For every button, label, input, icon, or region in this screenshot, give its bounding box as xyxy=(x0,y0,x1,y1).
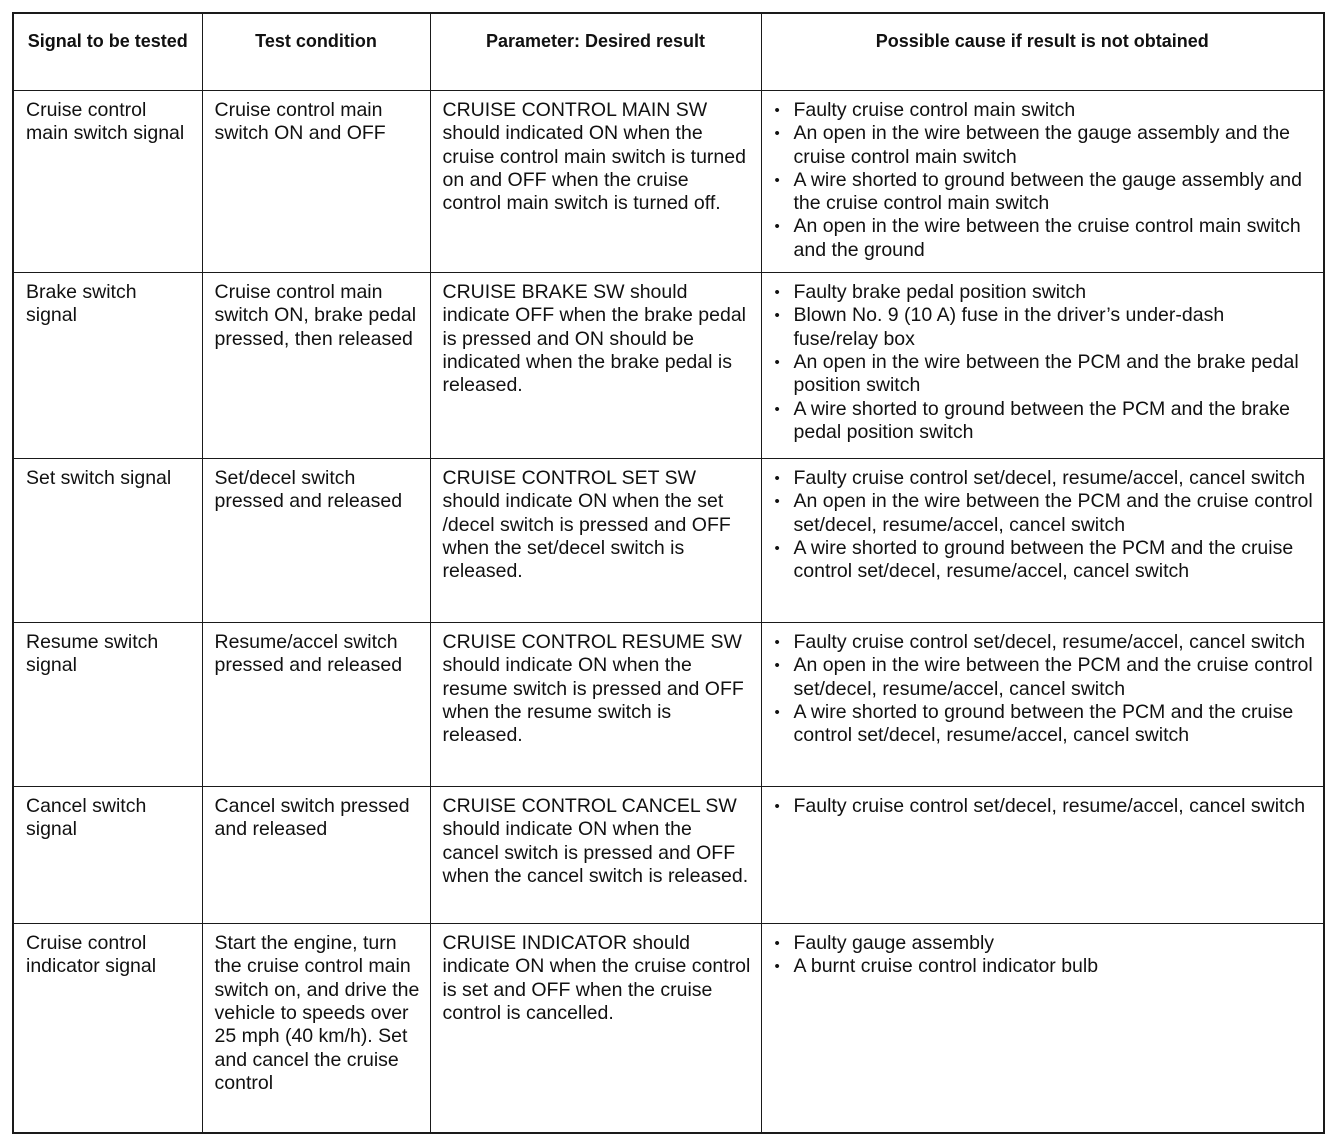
parameter-cell: CRUISE CONTROL CANCEL SW should indicate ON when the cancel switch is pressed and OFF when the cancel switch is released. xyxy=(430,787,761,924)
cause-item: • An open in the wire between the gauge assembly and the cruise control main switch xyxy=(774,122,1314,169)
cause-item: • A burnt cruise control indicator bulb xyxy=(774,955,1314,978)
cause-item: • Faulty cruise control set/decel, resume/accel, cancel switch xyxy=(774,467,1314,490)
header-signal: Signal to be tested xyxy=(13,13,202,91)
signal-cell: Set switch signal xyxy=(13,459,202,623)
cause-cell xyxy=(761,459,1324,623)
parameter-cell: CRUISE INDICATOR should indicate ON when the cruise control is set and OFF when the cruise control is cancelled. xyxy=(430,924,761,1134)
cause-list xyxy=(774,99,1314,262)
cause-item: • A wire shorted to ground between the gauge assembly and the cruise control main switch xyxy=(774,169,1314,216)
table-row xyxy=(13,924,1324,1134)
cause-item: • Faulty brake pedal position switch xyxy=(774,281,1314,304)
table-row xyxy=(13,623,1324,787)
cause-item: • Faulty cruise control set/decel, resume/accel, cancel switch xyxy=(774,795,1314,818)
signal-cell: Resume switch signal xyxy=(13,623,202,787)
cause-item: • Blown No. 9 (10 A) fuse in the driver’s under-dash fuse/relay box xyxy=(774,304,1314,351)
table-row xyxy=(13,459,1324,623)
cause-cell xyxy=(761,91,1324,273)
parameter-cell: CRUISE CONTROL MAIN SW should indicated ON when the cruise control main switch is turned on and OFF when the cruise control main switch is turned off. xyxy=(430,91,761,273)
cause-cell xyxy=(761,924,1324,1134)
header-possible-cause: Possible cause if result is not obtained xyxy=(761,13,1324,91)
cause-item: • An open in the wire between the PCM and the cruise control set/decel, resume/accel, cancel switch xyxy=(774,654,1314,701)
condition-cell: Cruise control main switch ON and OFF xyxy=(202,91,430,273)
table-row xyxy=(13,787,1324,924)
cause-item: • A wire shorted to ground between the PCM and the cruise control set/decel, resume/accel, cancel switch xyxy=(774,701,1314,748)
header-row xyxy=(13,13,1324,91)
cause-cell xyxy=(761,787,1324,924)
cause-item: • An open in the wire between the PCM and the brake pedal position switch xyxy=(774,351,1314,398)
cause-item: • An open in the wire between the PCM and the cruise control set/decel, resume/accel, cancel switch xyxy=(774,490,1314,537)
cause-list xyxy=(774,631,1314,747)
condition-cell: Resume/accel switch pressed and released xyxy=(202,623,430,787)
diagnostic-table xyxy=(12,12,1325,1134)
cause-list xyxy=(774,932,1314,979)
header-test-condition: Test condition xyxy=(202,13,430,91)
condition-cell: Cruise control main switch ON, brake pedal pressed, then released xyxy=(202,273,430,459)
cause-item: • A wire shorted to ground between the PCM and the cruise control set/decel, resume/accel, cancel switch xyxy=(774,537,1314,584)
condition-cell: Cancel switch pressed and released xyxy=(202,787,430,924)
signal-cell: Cruise control indicator signal xyxy=(13,924,202,1134)
signal-cell: Brake switch signal xyxy=(13,273,202,459)
cause-list xyxy=(774,467,1314,583)
cause-list xyxy=(774,795,1314,818)
condition-cell: Set/decel switch pressed and released xyxy=(202,459,430,623)
condition-cell: Start the engine, turn the cruise control main switch on, and drive the vehicle to speeds over 25 mph (40 km/h). Set and cancel the cruise control xyxy=(202,924,430,1134)
table-row xyxy=(13,273,1324,459)
table-row xyxy=(13,91,1324,273)
cause-item: • An open in the wire between the cruise control main switch and the ground xyxy=(774,215,1314,262)
cause-cell xyxy=(761,623,1324,787)
header-parameter: Parameter: Desired result xyxy=(430,13,761,91)
parameter-cell: CRUISE CONTROL SET SW should indicate ON when the set /decel switch is pressed and OFF when the set/decel switch is released. xyxy=(430,459,761,623)
signal-cell: Cancel switch signal xyxy=(13,787,202,924)
cause-item: • Faulty gauge assembly xyxy=(774,932,1314,955)
parameter-cell: CRUISE CONTROL RESUME SW should indicate ON when the resume switch is pressed and OFF when the resume switch is released. xyxy=(430,623,761,787)
parameter-cell: CRUISE BRAKE SW should indicate OFF when the brake pedal is pressed and ON should be indicated when the brake pedal is released. xyxy=(430,273,761,459)
cause-cell xyxy=(761,273,1324,459)
cause-item: • Faulty cruise control main switch xyxy=(774,99,1314,122)
signal-cell: Cruise control main switch signal xyxy=(13,91,202,273)
cause-list xyxy=(774,281,1314,444)
cause-item: • Faulty cruise control set/decel, resume/accel, cancel switch xyxy=(774,631,1314,654)
cause-item: • A wire shorted to ground between the PCM and the brake pedal position switch xyxy=(774,398,1314,445)
